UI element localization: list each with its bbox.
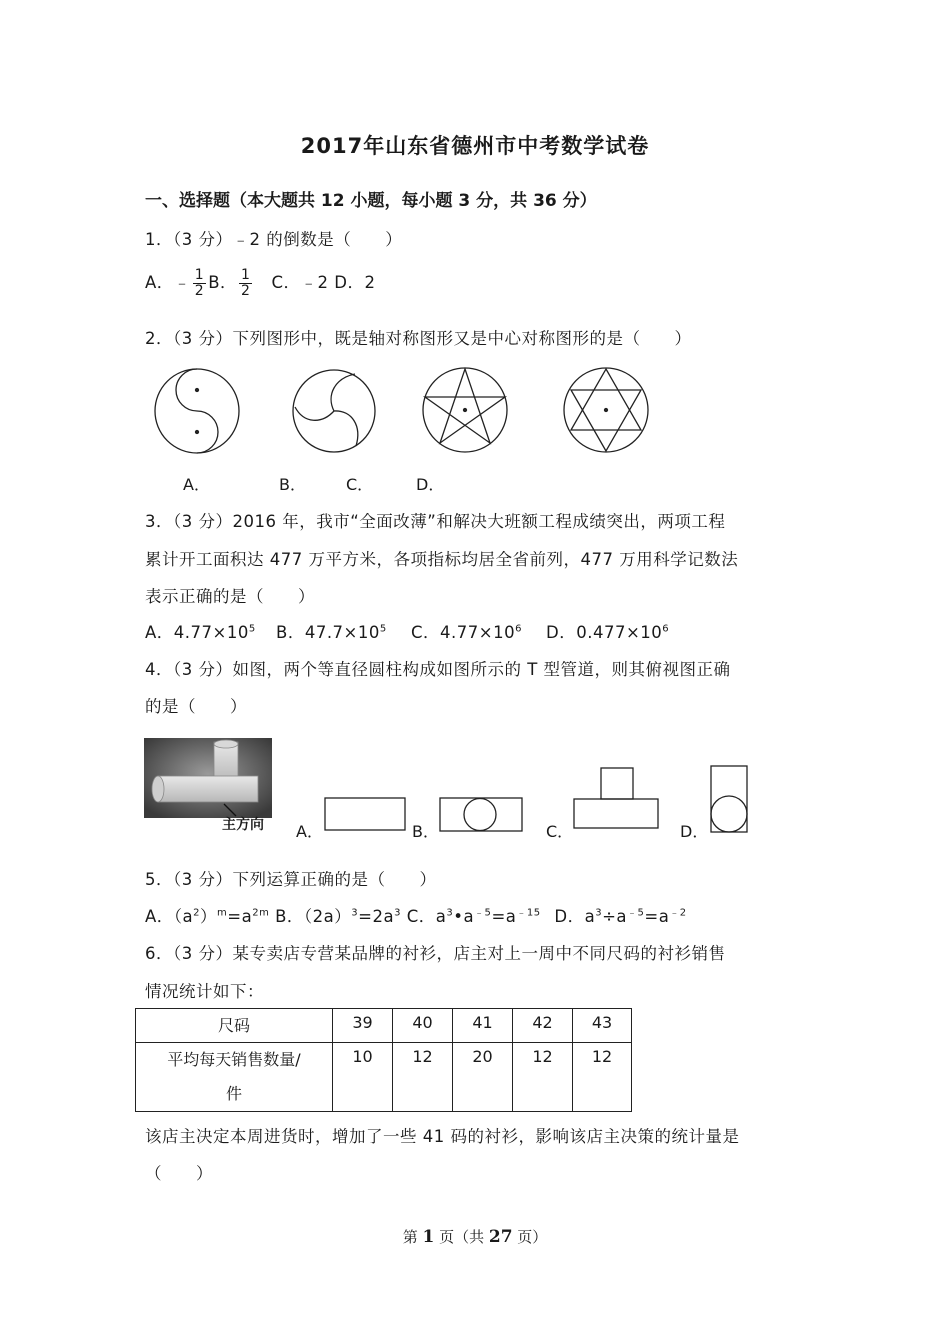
table-cell: 12 bbox=[393, 1043, 453, 1112]
q1-fraction-a bbox=[193, 268, 206, 299]
q4-label-a: A． bbox=[296, 822, 323, 841]
q1-fraction-b-den: 2 bbox=[241, 283, 251, 299]
page-number: 1 bbox=[422, 1227, 435, 1247]
q1-stem: 1．（3 分）﹣2 的倒数是（ ） bbox=[145, 230, 403, 249]
q1-option-rest: C．﹣2 D．2 bbox=[254, 273, 376, 292]
q1-fraction-b bbox=[239, 268, 252, 299]
q4-line-1: 4．（3 分）如图，两个等直径圆柱构成如图所示的 T 型管道，则其俯视图正确 bbox=[145, 660, 731, 679]
t-pipe-photo bbox=[144, 738, 272, 818]
hexagram-figure bbox=[564, 368, 648, 452]
q3-option-a: A．$4.77\times 10^5$ bbox=[145, 623, 256, 642]
page-title: 2017年山东省德州市中考数学试卷 bbox=[300, 134, 650, 158]
q4-view-d bbox=[708, 764, 752, 836]
q2-label-a: A． bbox=[183, 475, 210, 494]
table-header-cell: 尺码 bbox=[136, 1009, 333, 1043]
table-header-cell: 42 bbox=[513, 1009, 573, 1043]
q4-label-c: C． bbox=[546, 822, 574, 841]
table-cell: 12 bbox=[513, 1043, 573, 1112]
size-sales-table bbox=[135, 1008, 632, 1112]
q3-line-2: 累计开工面积达 477 万平方米，各项指标均居全省前列，477 万用科学记数法 bbox=[145, 550, 739, 569]
q6-line-1: 6．（3 分）某专卖店专营某品牌的衬衫，店主对上一周中不同尺码的衬衫销售 bbox=[145, 944, 726, 963]
q1-option-a-prefix: A．﹣ bbox=[145, 273, 191, 292]
q3-option-c: C．$4.77\times 10^6$ bbox=[411, 623, 522, 642]
t-pipe-caption: 主方向 bbox=[222, 817, 264, 833]
q1-options bbox=[145, 268, 375, 299]
page-footer: 第 1 页（共 27 页） bbox=[402, 1227, 548, 1247]
table-cell: 12 bbox=[573, 1043, 632, 1112]
table-row-label: 平均每天销售数量/ 件 bbox=[136, 1043, 333, 1112]
q6-line-2: 情况统计如下： bbox=[145, 982, 264, 1001]
q5-option-a: A．$(a^2)^m=a^{2m}$ bbox=[145, 907, 270, 926]
q6-after-1: 该店主决定本周进货时，增加了一些 41 码的衬衫，影响该店主决策的统计量是 bbox=[145, 1127, 740, 1146]
q5-options bbox=[145, 903, 687, 927]
q3-line-3: 表示正确的是（ ） bbox=[145, 587, 315, 606]
q5-option-d: D．$a^3\div a^{﹣5}=a^{﹣2}$ bbox=[554, 907, 687, 926]
q1-fraction-a-den: 2 bbox=[194, 283, 205, 299]
q3-line-1: 3．（3 分）2016 年，我市“全面改薄”和解决大班额工程成绩突出，两项工程 bbox=[145, 512, 726, 531]
yin-yang-figure bbox=[155, 369, 239, 453]
table-header-cell: 40 bbox=[393, 1009, 453, 1043]
table-cell: 20 bbox=[453, 1043, 513, 1112]
q2-figures bbox=[150, 362, 660, 462]
swirl-figure bbox=[293, 370, 375, 452]
q3-option-b: B．$47.7\times 10^5$ bbox=[276, 623, 387, 642]
table-header-cell: 41 bbox=[453, 1009, 513, 1043]
pentagram-figure bbox=[423, 368, 507, 452]
q2-label-c: C． bbox=[346, 475, 374, 494]
q2-label-d: D． bbox=[416, 475, 445, 494]
table-header-cell: 43 bbox=[573, 1009, 632, 1043]
page-total: 27 bbox=[488, 1227, 513, 1247]
q1-fraction-a-num: 1 bbox=[194, 267, 205, 283]
table-row bbox=[136, 1009, 632, 1043]
table-cell: 10 bbox=[333, 1043, 393, 1112]
q5-option-c: C．$a^3•a^{﹣5}=a^{﹣15}$ bbox=[406, 907, 541, 926]
q3-option-d: D．$0.477\times 10^6$ bbox=[546, 623, 670, 642]
q4-line-2: 的是（ ） bbox=[145, 697, 247, 716]
q4-view-b bbox=[438, 796, 524, 834]
section-heading: 一、选择题（本大题共 12 小题，每小题 3 分，共 36 分） bbox=[145, 191, 597, 211]
table-header-cell: 39 bbox=[333, 1009, 393, 1043]
q4-view-c bbox=[572, 766, 660, 830]
q1-option-b-prefix: B． bbox=[208, 273, 238, 292]
q4-label-b: B． bbox=[412, 822, 439, 841]
q4-label-d: D． bbox=[680, 822, 709, 841]
q1-fraction-b-num: 1 bbox=[241, 267, 251, 283]
table-row bbox=[136, 1043, 632, 1112]
q2-stem: 2．（3 分）下列图形中，既是轴对称图形又是中心对称图形的是（ ） bbox=[145, 329, 692, 348]
q5-stem: 5．（3 分）下列运算正确的是（ ） bbox=[145, 870, 437, 889]
q6-after-2: （ ） bbox=[145, 1164, 213, 1183]
q2-label-b: B． bbox=[279, 475, 306, 494]
q5-option-b: B．$(2a)^3=2a^3$ bbox=[275, 907, 401, 926]
q4-view-a bbox=[323, 796, 407, 832]
